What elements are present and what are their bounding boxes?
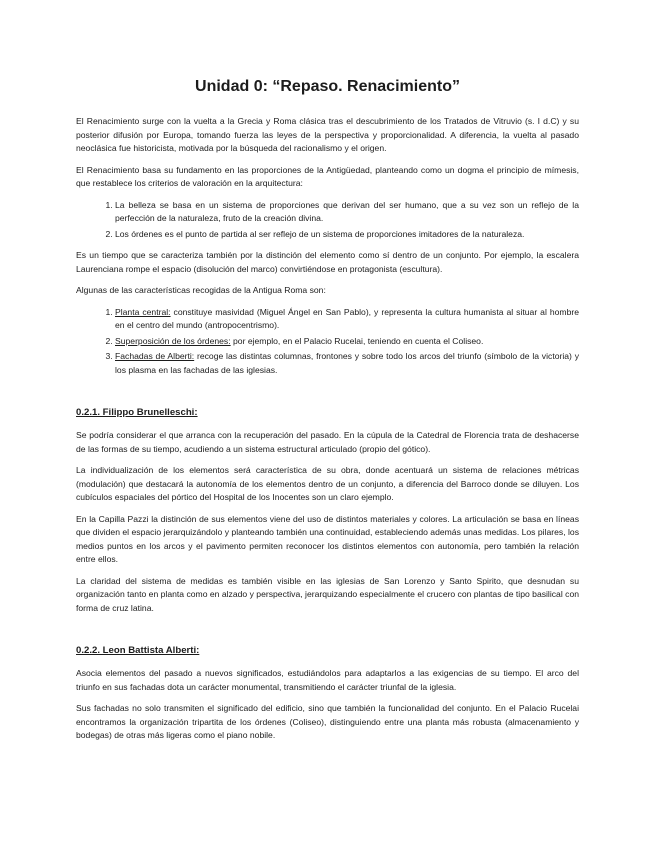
section-spacer xyxy=(76,385,579,406)
section-paragraph: La claridad del sistema de medidas es también visible en las iglesias de San Lorenzo y Santo Spirito, que desnudan su organización tanto en planta como en alzado y perspectiva, jerarquizando especialmente el crucero con plantas de tipo basilical con forma de cruz latina. xyxy=(76,575,579,613)
section-paragraph: Asocia elementos del pasado a nuevos significados, estudiándolos para adaptarlos a las exigencias de su tiempo. El arco del triunfo en sus fachadas dota un carácter monumental, transmitiendo el carácter triunfal de la iglesia. xyxy=(76,668,579,692)
middle-paragraph-2: Algunas de las características recogidas de la Antigua Roma son: xyxy=(76,285,326,295)
section-paragraph: En la Capilla Pazzi la distinción de sus elementos viene del uso de distintos materiales y colores. La articulación se basa en líneas que dividen el espacio jerarquizándolo y planteando también una continuidad, estableciendo además unas medidas. Los pilares, los medios puntos en los arcos y el pavimento permiten reconocer los distintos elementos con autonomía, pero también la relación entre ellos. xyxy=(76,513,579,564)
list-item: 1. La belleza se basa en un sistema de proporciones que derivan del ser humano, que a su vez son un reflejo de la perfección de la naturaleza, fruto de la creación divina. xyxy=(115,199,579,226)
section-heading-alberti: 0.2.2. Leon Battista Alberti: xyxy=(76,645,200,656)
list-item: 2. Los órdenes es el punto de partida al ser reflejo de un sistema de proporciones imitadores de la naturaleza. xyxy=(115,228,579,242)
intro-paragraph-1: El Renacimiento surge con la vuelta a la Grecia y Roma clásica tras el descubrimiento de los Tratados de Vitruvio (s. I d.C) y su posterior difusión por Europa, tomando fuerza las leyes de la perspectiva y proporcionalidad. A diferencia, la vuelta al pasado neoclásica fue historicista, motivada por la búsqueda del racionalismo y el origen. xyxy=(76,116,579,153)
list-item xyxy=(115,306,579,333)
list-term: Planta central: xyxy=(115,306,171,317)
intro-paragraph-2: El Renacimiento basa su fundamento en las proporciones de la Antigüedad, planteando como un dogma el principio de mímesis, que restablece los criterios de valoración en la arquitectura: xyxy=(76,164,579,188)
list-text: recoge las distintas columnas, frontones y sobre todo los arcos del triunfo (símbolo de la victoria) y los plasma en las fachadas de las iglesias. xyxy=(115,351,579,375)
principles-list xyxy=(76,199,579,242)
section-heading-brunelleschi: 0.2.1. Filippo Brunelleschi: xyxy=(76,407,198,418)
middle-paragraph-1: Es un tiempo que se caracteriza también por la distinción del elemento como sí dentro de un conjunto. Por ejemplo, la escalera Laurenciana rompe el espacio (disolución del marco) convirtiéndose en protagonista (escultura). xyxy=(76,250,579,274)
list-text: por ejemplo, en el Palacio Rucelai, teniendo en cuenta el Coliseo. xyxy=(230,335,484,346)
section-paragraph: Sus fachadas no solo transmiten el significado del edificio, sino que también la funcionalidad del conjunto. En el Palacio Rucelai encontramos la organización tripartita de los órdenes (Coliseo), distinguiendo entre una planta más robusta (almacenamiento y bodegas) de otras más ligeras como el piano nobile. xyxy=(76,703,579,740)
section-paragraph: La individualización de los elementos será característica de su obra, donde acentuará un sistema de relaciones métricas (modulación) que destacará la autonomía de los elementos dentro de un conjunto, a diferencia del Barroco donde se diluyen. Los cubículos espaciales del pórtico del Hospital de los Inocentes son un claro ejemplo. xyxy=(76,465,579,502)
section-spacer xyxy=(76,623,579,644)
list-term: Superposición de los órdenes: xyxy=(115,335,231,346)
section-paragraph: Se podría considerar el que arranca con la recuperación del pasado. En la cúpula de la Catedral de Florencia trata de deshacerse de las formas de su tiempo, acudiendo a un sistema estructural articulado (propio del gótico). xyxy=(76,430,579,454)
list-item xyxy=(115,350,579,377)
list-term: Fachadas de Alberti: xyxy=(115,351,195,361)
list-item xyxy=(115,335,579,349)
document-title: Unidad 0: “Repaso. Renacimiento” xyxy=(195,78,460,95)
characteristics-list xyxy=(76,306,579,378)
list-text: constituye masividad (Miguel Ángel en San Pablo), y representa la cultura humanista al situar al hombre en el centro del mundo (antropocentrismo). xyxy=(115,306,579,330)
